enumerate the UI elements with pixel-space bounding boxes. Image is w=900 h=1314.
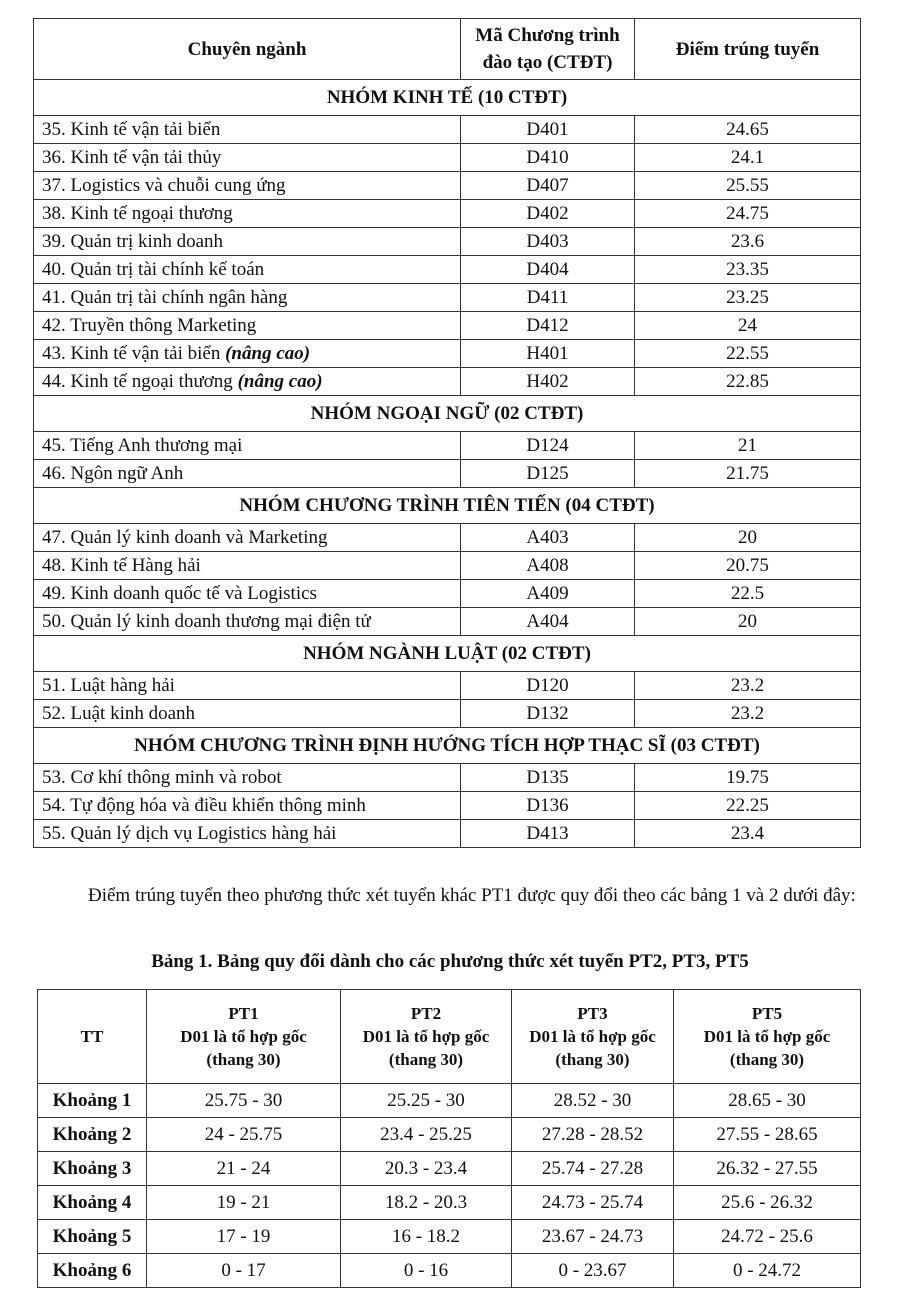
- program-name-text: 44. Kinh tế ngoại thương: [42, 370, 238, 392]
- group-header-row: [34, 488, 861, 524]
- program-code: A404: [461, 608, 635, 636]
- program-code: D402: [461, 200, 635, 228]
- program-name: [34, 524, 461, 552]
- admission-score: 22.25: [635, 792, 861, 820]
- program-code: D132: [461, 700, 635, 728]
- program-name-text: 39. Quản trị kinh doanh: [42, 230, 224, 252]
- table-row: [34, 608, 861, 636]
- table-row: [34, 340, 861, 368]
- range-label: Khoảng 3: [38, 1152, 147, 1186]
- program-name-text: 51. Luật hàng hải: [42, 674, 175, 696]
- program-code: D412: [461, 312, 635, 340]
- header-pt1: [147, 990, 341, 1084]
- header-major: Chuyên ngành: [34, 19, 461, 80]
- program-name-text: 40. Quản trị tài chính kế toán: [42, 258, 265, 280]
- score-range-cell: 25.75 - 30: [147, 1084, 341, 1118]
- header-pt2: [341, 990, 512, 1084]
- score-range-cell: 0 - 17: [147, 1254, 341, 1288]
- score-range-cell: 27.55 - 28.65: [674, 1118, 861, 1152]
- program-name-text: 55. Quản lý dịch vụ Logistics hàng hải: [42, 822, 337, 844]
- score-range-cell: 19 - 21: [147, 1186, 341, 1220]
- score-range-cell: 25.6 - 26.32: [674, 1186, 861, 1220]
- table-row: [34, 368, 861, 396]
- range-label: Khoảng 6: [38, 1254, 147, 1288]
- score-range-cell: 25.25 - 30: [341, 1084, 512, 1118]
- program-name: [34, 460, 461, 488]
- table-row: [34, 552, 861, 580]
- admission-score: 20: [635, 608, 861, 636]
- program-name: [34, 340, 461, 368]
- table-row: [34, 460, 861, 488]
- admission-score: 20: [635, 524, 861, 552]
- table-row: [34, 580, 861, 608]
- program-name-text: 38. Kinh tế ngoại thương: [42, 202, 233, 224]
- program-name-text: 46. Ngôn ngữ Anh: [42, 462, 184, 484]
- program-name-text: 50. Quản lý kinh doanh thương mại điện tử: [42, 610, 371, 632]
- table-row: [38, 1118, 861, 1152]
- program-name: [34, 580, 461, 608]
- header-code-line2: đào tạo (CTĐT): [482, 52, 613, 73]
- score-range-cell: 23.67 - 24.73: [512, 1220, 674, 1254]
- table-row: [34, 312, 861, 340]
- table-row: [34, 672, 861, 700]
- program-name-text: 54. Tự động hóa và điều khiển thông minh: [42, 794, 366, 816]
- score-range-cell: 28.52 - 30: [512, 1084, 674, 1118]
- score-range-cell: 16 - 18.2: [341, 1220, 512, 1254]
- conversion-table: [37, 989, 861, 1288]
- admission-score: 22.5: [635, 580, 861, 608]
- program-code: D413: [461, 820, 635, 848]
- admission-score: 21.75: [635, 460, 861, 488]
- pt3-subtitle: D01 là tổ hợp gốc: [529, 1027, 656, 1046]
- table-header-row: [34, 19, 861, 80]
- score-range-cell: 28.65 - 30: [674, 1084, 861, 1118]
- program-name: [34, 672, 461, 700]
- program-code: A409: [461, 580, 635, 608]
- pt5-title: PT5: [751, 1004, 783, 1023]
- table-row: [34, 256, 861, 284]
- range-label: Khoảng 1: [38, 1084, 147, 1118]
- program-name-text: 47. Quản lý kinh doanh và Marketing: [42, 526, 328, 548]
- program-name-text: 53. Cơ khí thông minh và robot: [42, 766, 282, 788]
- program-code: D135: [461, 764, 635, 792]
- pt1-subtitle: D01 là tổ hợp gốc: [180, 1027, 307, 1046]
- table-row: [38, 1254, 861, 1288]
- admission-score: 23.2: [635, 672, 861, 700]
- admission-score: 24.75: [635, 200, 861, 228]
- table-row: [34, 228, 861, 256]
- table-row: [34, 116, 861, 144]
- pt2-title: PT2: [410, 1004, 442, 1023]
- program-name-text: 45. Tiếng Anh thương mại: [42, 434, 243, 456]
- pt2-scale: (thang 30): [388, 1050, 464, 1069]
- pt1-scale: (thang 30): [206, 1050, 281, 1069]
- conversion-paragraph: Điểm trúng tuyển theo phương thức xét tuyển khác PT1 được quy đổi theo các bảng 1 và 2 dưới đây:: [88, 885, 856, 906]
- admission-score: 24.1: [635, 144, 861, 172]
- program-code: D124: [461, 432, 635, 460]
- score-range-cell: 0 - 16: [341, 1254, 512, 1288]
- table-row: [34, 764, 861, 792]
- program-name: [34, 284, 461, 312]
- range-label: Khoảng 2: [38, 1118, 147, 1152]
- program-name-text: 36. Kinh tế vận tải thủy: [42, 146, 222, 168]
- header-program-code: [461, 19, 635, 80]
- admission-score: 22.55: [635, 340, 861, 368]
- pt2-subtitle: D01 là tổ hợp gốc: [362, 1027, 490, 1046]
- score-range-cell: 24 - 25.75: [147, 1118, 341, 1152]
- score-range-cell: 17 - 19: [147, 1220, 341, 1254]
- program-name: [34, 368, 461, 396]
- program-name-text: 49. Kinh doanh quốc tế và Logistics: [42, 582, 317, 604]
- program-code: H401: [461, 340, 635, 368]
- program-name: [34, 312, 461, 340]
- group-title: NHÓM NGÀNH LUẬT (02 CTĐT): [34, 636, 861, 672]
- score-range-cell: 23.4 - 25.25: [341, 1118, 512, 1152]
- program-code: D407: [461, 172, 635, 200]
- score-range-cell: 0 - 23.67: [512, 1254, 674, 1288]
- table-row: [34, 700, 861, 728]
- program-code: D404: [461, 256, 635, 284]
- pt5-subtitle: D01 là tổ hợp gốc: [703, 1027, 831, 1046]
- admission-score: 23.4: [635, 820, 861, 848]
- pt5-scale: (thang 30): [729, 1050, 805, 1069]
- program-code: D411: [461, 284, 635, 312]
- admission-score: 24: [635, 312, 861, 340]
- pt3-title: PT3: [577, 1004, 608, 1023]
- table-row: [38, 1220, 861, 1254]
- program-code: D403: [461, 228, 635, 256]
- program-name-text: 43. Kinh tế vận tải biển: [42, 342, 226, 364]
- score-range-cell: 26.32 - 27.55: [674, 1152, 861, 1186]
- range-label: Khoảng 5: [38, 1220, 147, 1254]
- admission-score: 23.6: [635, 228, 861, 256]
- program-name: [34, 144, 461, 172]
- score-range-cell: 0 - 24.72: [674, 1254, 861, 1288]
- admission-score: 19.75: [635, 764, 861, 792]
- header-code-line1: Mã Chương trình: [475, 25, 620, 46]
- program-name-text: 35. Kinh tế vận tải biển: [42, 118, 221, 140]
- admission-score: 23.2: [635, 700, 861, 728]
- admission-score: 23.25: [635, 284, 861, 312]
- table-row: [34, 284, 861, 312]
- table-row: [34, 524, 861, 552]
- table-row: [34, 200, 861, 228]
- program-code: H402: [461, 368, 635, 396]
- program-name-text: 41. Quản trị tài chính ngân hàng: [42, 286, 288, 308]
- program-code: A408: [461, 552, 635, 580]
- group-title: NHÓM NGOẠI NGỮ (02 CTĐT): [34, 396, 861, 432]
- admission-score: 25.55: [635, 172, 861, 200]
- group-title: NHÓM CHƯƠNG TRÌNH ĐỊNH HƯỚNG TÍCH HỢP THẠC SĨ (03 CTĐT): [34, 728, 861, 764]
- admission-score: 22.85: [635, 368, 861, 396]
- score-range-cell: 18.2 - 20.3: [341, 1186, 512, 1220]
- program-name: [34, 792, 461, 820]
- admission-score: 21: [635, 432, 861, 460]
- program-name: [34, 820, 461, 848]
- group-header-row: [34, 396, 861, 432]
- score-range-cell: 20.3 - 23.4: [341, 1152, 512, 1186]
- program-code: D136: [461, 792, 635, 820]
- program-name-text: 48. Kinh tế Hàng hải: [42, 554, 201, 576]
- group-title: NHÓM CHƯƠNG TRÌNH TIÊN TIẾN (04 CTĐT): [34, 488, 861, 524]
- program-name: [34, 608, 461, 636]
- program-name: [34, 700, 461, 728]
- program-code: A403: [461, 524, 635, 552]
- table-row: [34, 820, 861, 848]
- score-range-cell: 21 - 24: [147, 1152, 341, 1186]
- program-name: [34, 116, 461, 144]
- table-row: [34, 172, 861, 200]
- header-tt: TT: [38, 990, 147, 1084]
- program-name: [34, 172, 461, 200]
- score-range-cell: 24.72 - 25.6: [674, 1220, 861, 1254]
- program-name: [34, 200, 461, 228]
- admission-score: 20.75: [635, 552, 861, 580]
- program-name-text: 52. Luật kinh doanh: [42, 702, 196, 724]
- group-header-row: [34, 80, 861, 116]
- table-row: [38, 1152, 861, 1186]
- program-name: [34, 764, 461, 792]
- pt1-title: PT1: [228, 1004, 259, 1023]
- program-name-text: 37. Logistics và chuỗi cung ứng: [42, 174, 286, 196]
- table-row: [38, 1186, 861, 1220]
- program-name: [34, 256, 461, 284]
- program-advanced-tag: (nâng cao): [225, 342, 311, 364]
- header-pt3: [512, 990, 674, 1084]
- program-code: D125: [461, 460, 635, 488]
- score-range-cell: 24.73 - 25.74: [512, 1186, 674, 1220]
- pt3-scale: (thang 30): [555, 1050, 630, 1069]
- table-row: [34, 792, 861, 820]
- program-code: D410: [461, 144, 635, 172]
- program-code: D120: [461, 672, 635, 700]
- table-caption: Bảng 1. Bảng quy đổi dành cho các phương thức xét tuyển PT2, PT3, PT5: [151, 951, 749, 972]
- program-advanced-tag: (nâng cao): [237, 370, 323, 392]
- table-row: [34, 144, 861, 172]
- program-code: D401: [461, 116, 635, 144]
- program-name-text: 42. Truyền thông Marketing: [42, 314, 257, 336]
- score-range-cell: 27.28 - 28.52: [512, 1118, 674, 1152]
- group-header-row: [34, 636, 861, 672]
- admission-scores-table: [33, 18, 861, 848]
- header-score: Điểm trúng tuyển: [635, 19, 861, 80]
- program-name: [34, 228, 461, 256]
- score-range-cell: 25.74 - 27.28: [512, 1152, 674, 1186]
- table-row: [38, 1084, 861, 1118]
- table-row: [34, 432, 861, 460]
- group-title: NHÓM KINH TẾ (10 CTĐT): [34, 80, 861, 116]
- range-label: Khoảng 4: [38, 1186, 147, 1220]
- admission-score: 23.35: [635, 256, 861, 284]
- conversion-header-row: [38, 990, 861, 1084]
- header-pt5: [674, 990, 861, 1084]
- program-name: [34, 552, 461, 580]
- program-name: [34, 432, 461, 460]
- admission-score: 24.65: [635, 116, 861, 144]
- group-header-row: [34, 728, 861, 764]
